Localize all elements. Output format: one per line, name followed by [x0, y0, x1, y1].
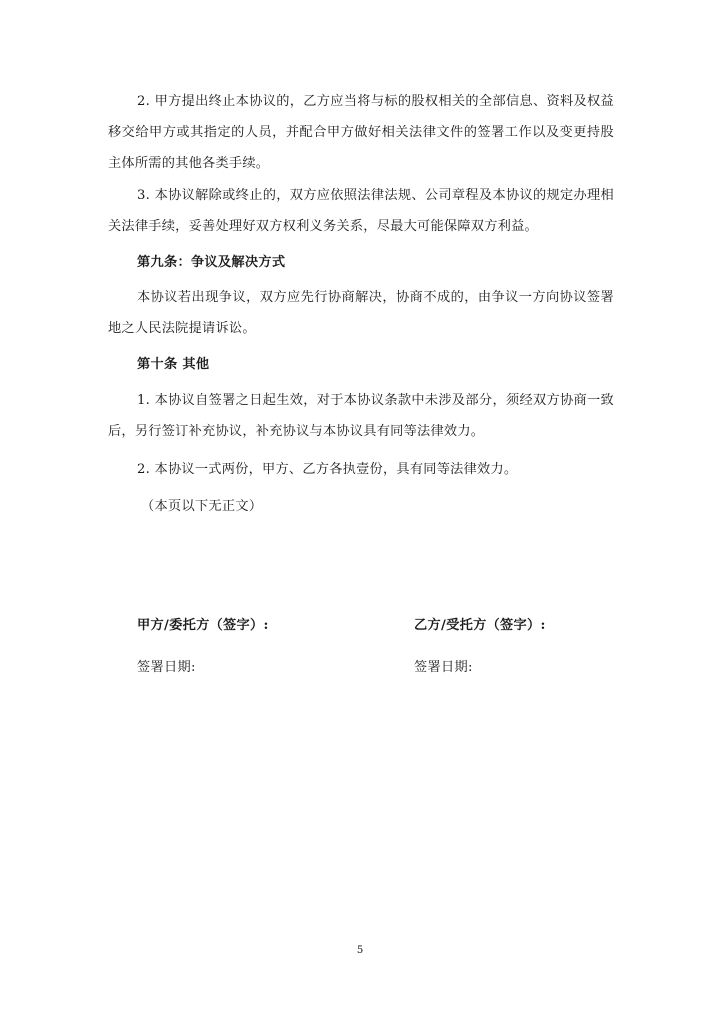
page-number: 5 [356, 945, 364, 956]
party-a-signature-label: 甲方/委托方（签字）: [137, 618, 269, 633]
article-9-heading: 第九条：争议及解决方式 [137, 255, 286, 270]
party-b-signature-label: 乙方/受托方（签字）: [414, 618, 546, 633]
party-b-date-label: 签署日期: [414, 660, 473, 675]
end-of-text-note: （本页以下无正文） [141, 499, 263, 514]
party-a-date-label: 签署日期: [137, 660, 196, 675]
article-10-item-2: 2. 本协议一式两份，甲方、乙方各执壹份，具有同等法律效力。 [137, 462, 518, 477]
clause-8-2-paragraph: 2. 甲方提出终止本协议的，乙方应当将与标的股权相关的全部信息、资料及权益移交给甲方或其指定的人员，并配合甲方做好相关法律文件的签署工作以及变更持股主体所需的其他各类手续。 [108, 94, 614, 171]
clause-8-3-paragraph: 3. 本协议解除或终止的，双方应依照法律法规、公司章程及本协议的规定办理相关法律手续，妥善处理好双方权利义务关系，尽最大可能保障双方利益。 [108, 188, 614, 234]
article-9-body: 本协议若出现争议，双方应先行协商解决，协商不成的，由争议一方向协议签署地之人民法院提请诉讼。 [108, 290, 614, 336]
article-10-heading: 第十条 其他 [137, 357, 210, 372]
article-10-item-1: 1. 本协议自签署之日起生效，对于本协议条款中未涉及部分，须经双方协商一致后，另行签订补充协议，补充协议与本协议具有同等法律效力。 [108, 393, 614, 439]
